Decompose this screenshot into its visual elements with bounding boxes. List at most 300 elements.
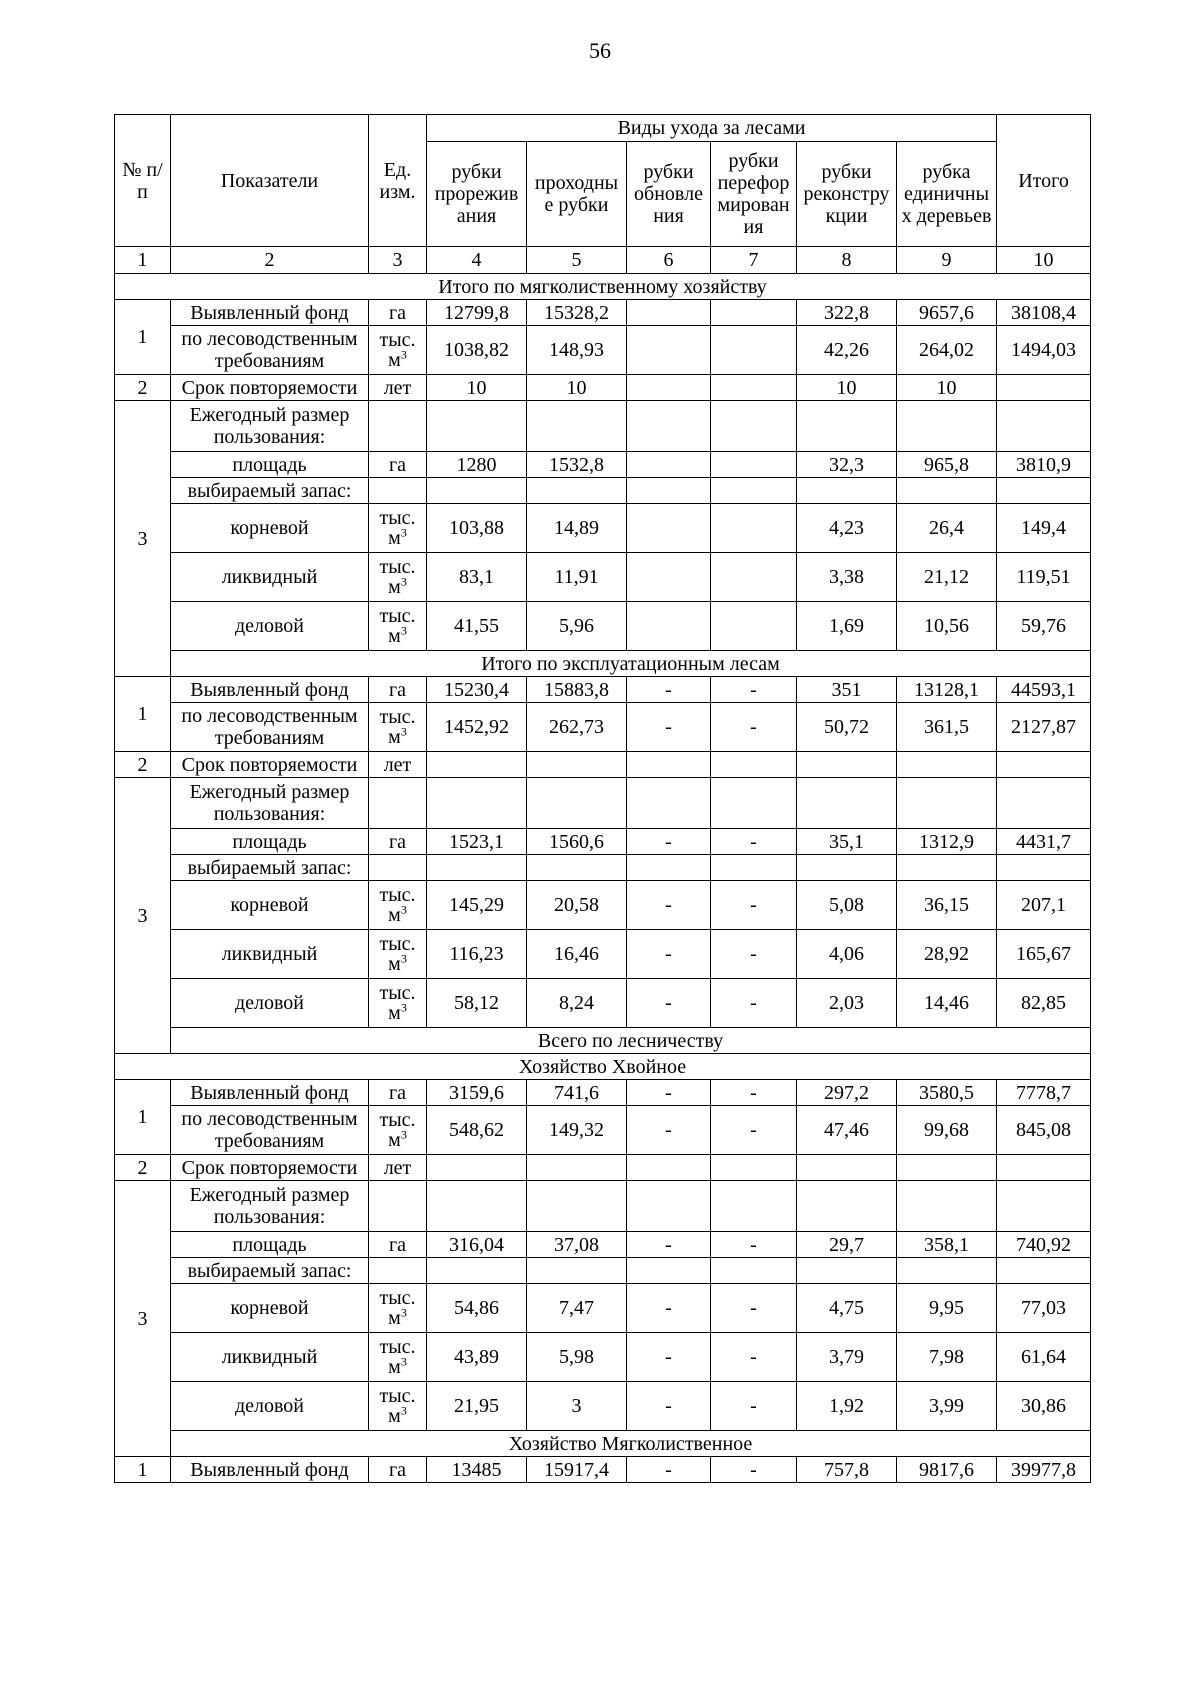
- label-fund-1: Выявленный фонд: [171, 1080, 369, 1106]
- empty-cell: [897, 1258, 997, 1284]
- value-cell: 1560,6: [527, 829, 627, 855]
- label-stock: выбираемый запас:: [171, 478, 369, 504]
- label-annual-2: пользования:: [213, 803, 326, 825]
- value-cell: 262,73: [527, 703, 627, 752]
- empty-cell: [897, 778, 997, 829]
- value-cell: -: [627, 1232, 711, 1258]
- value-cell: 35,1: [797, 829, 897, 855]
- empty-cell: [427, 1258, 527, 1284]
- unit-ths: тыс.: [379, 1384, 416, 1407]
- value-cell: 14,46: [897, 979, 997, 1028]
- value-cell: 30,86: [997, 1382, 1091, 1431]
- unit-ha: га: [369, 300, 427, 326]
- value-cell: 50,72: [797, 703, 897, 752]
- stock-row: [115, 855, 1091, 881]
- value-cell: 165,67: [997, 930, 1091, 979]
- value-cell: 5,08: [797, 881, 897, 930]
- area-row: [115, 1232, 1091, 1258]
- unit-ha: га: [369, 829, 427, 855]
- label-liquid: ликвидный: [171, 553, 369, 602]
- label-business: деловой: [171, 979, 369, 1028]
- value-cell: 10: [897, 375, 997, 401]
- value-cell: [627, 375, 711, 401]
- unit-ha: га: [369, 1457, 427, 1483]
- value-cell: 26,4: [897, 504, 997, 553]
- value-cell: -: [711, 881, 797, 930]
- value-cell: [897, 1155, 997, 1181]
- unit-m3: [379, 1337, 415, 1377]
- value-cell: 77,03: [997, 1284, 1091, 1333]
- empty-cell: [997, 1258, 1091, 1284]
- header-num: 5: [527, 247, 627, 274]
- value-cell: 54,86: [427, 1284, 527, 1333]
- fund-ha-row: [115, 677, 1091, 703]
- value-cell: 5,98: [527, 1333, 627, 1382]
- unit-cell: [369, 930, 427, 979]
- value-cell: -: [711, 1284, 797, 1333]
- unit-ths: тыс.: [379, 604, 416, 627]
- value-cell: 9817,6: [897, 1457, 997, 1483]
- value-cell: 740,92: [997, 1232, 1091, 1258]
- unit-m: м: [388, 526, 401, 549]
- value-cell: 1532,8: [527, 452, 627, 478]
- section-title-row: [115, 1028, 1091, 1054]
- header-num: 1: [115, 247, 171, 274]
- business-row: [115, 979, 1091, 1028]
- value-cell: -: [627, 1333, 711, 1382]
- empty-cell: [427, 478, 527, 504]
- header-type: проходны е рубки: [527, 142, 627, 247]
- section-title-row: [115, 1054, 1091, 1080]
- value-cell: -: [627, 881, 711, 930]
- value-cell: 15230,4: [427, 677, 527, 703]
- unit-m3: [379, 557, 415, 597]
- label-stock: выбираемый запас:: [171, 855, 369, 881]
- unit-cell: [369, 703, 427, 752]
- value-cell: -: [711, 1080, 797, 1106]
- value-cell: -: [627, 677, 711, 703]
- value-cell: 3,79: [797, 1333, 897, 1382]
- header-type: рубки реконстру кции: [797, 142, 897, 247]
- value-cell: [711, 602, 797, 651]
- label-annual-2: пользования:: [213, 1206, 326, 1228]
- header-num: 4: [427, 247, 527, 274]
- label-annual: [171, 401, 369, 452]
- value-cell: 58,12: [427, 979, 527, 1028]
- value-cell: 38108,4: [997, 300, 1091, 326]
- section-title: Всего по лесничеству: [171, 1028, 1091, 1054]
- value-cell: [711, 504, 797, 553]
- value-cell: 43,89: [427, 1333, 527, 1382]
- unit-m3: [379, 1386, 415, 1426]
- value-cell: 4,75: [797, 1284, 897, 1333]
- value-cell: [711, 452, 797, 478]
- label-fund-3-text: требованиям: [214, 1130, 325, 1152]
- area-row: [115, 829, 1091, 855]
- unit-ths: тыс.: [379, 1108, 416, 1131]
- value-cell: 15917,4: [527, 1457, 627, 1483]
- root-row: [115, 1284, 1091, 1333]
- value-cell: 741,6: [527, 1080, 627, 1106]
- value-cell: -: [711, 1106, 797, 1155]
- unit-exp: 3: [400, 524, 407, 539]
- unit-exp: 3: [400, 622, 407, 637]
- header-num: 8: [797, 247, 897, 274]
- value-cell: 1312,9: [897, 829, 997, 855]
- value-cell: -: [711, 1333, 797, 1382]
- unit-m: м: [388, 348, 401, 371]
- empty-cell: [897, 855, 997, 881]
- empty-cell: [997, 855, 1091, 881]
- root-row: [115, 504, 1091, 553]
- business-row: [115, 1382, 1091, 1431]
- empty-cell: [369, 1181, 427, 1232]
- unit-m: м: [388, 1306, 401, 1329]
- empty-cell: [369, 401, 427, 452]
- empty-cell: [797, 478, 897, 504]
- value-cell: -: [711, 930, 797, 979]
- value-cell: 36,15: [897, 881, 997, 930]
- empty-cell: [527, 478, 627, 504]
- value-cell: 10,56: [897, 602, 997, 651]
- unit-ths: тыс.: [379, 555, 416, 578]
- header-num: 9: [897, 247, 997, 274]
- empty-cell: [427, 778, 527, 829]
- empty-cell: [369, 1258, 427, 1284]
- value-cell: 3,99: [897, 1382, 997, 1431]
- label-fund-2: [171, 703, 369, 752]
- header-num: 2: [171, 247, 369, 274]
- unit-m3: [379, 983, 415, 1023]
- unit-ha: га: [369, 677, 427, 703]
- value-cell: 2,03: [797, 979, 897, 1028]
- unit-ths: тыс.: [379, 506, 416, 529]
- unit-exp: 3: [400, 573, 407, 588]
- value-cell: 322,8: [797, 300, 897, 326]
- value-cell: [627, 553, 711, 602]
- header-col-no: № п/п: [115, 115, 171, 247]
- unit-cell: [369, 1382, 427, 1431]
- label-area: площадь: [171, 452, 369, 478]
- liquid-row: [115, 1333, 1091, 1382]
- value-cell: 1,92: [797, 1382, 897, 1431]
- section-title-row: [115, 274, 1091, 300]
- row-number: 1: [115, 677, 171, 752]
- row-number: 3: [115, 401, 171, 677]
- value-cell: [997, 752, 1091, 778]
- value-cell: 4,06: [797, 930, 897, 979]
- value-cell: 149,4: [997, 504, 1091, 553]
- unit-exp: 3: [400, 1304, 407, 1319]
- value-cell: [627, 452, 711, 478]
- unit-cell: [369, 553, 427, 602]
- unit-m: м: [388, 1001, 401, 1024]
- value-cell: 351: [797, 677, 897, 703]
- value-cell: 15328,2: [527, 300, 627, 326]
- empty-cell: [997, 401, 1091, 452]
- label-period: Срок повторяемости: [171, 752, 369, 778]
- label-business: деловой: [171, 602, 369, 651]
- header-type: рубка единичны х деревьев: [897, 142, 997, 247]
- row-number: 2: [115, 752, 171, 778]
- value-cell: 99,68: [897, 1106, 997, 1155]
- label-fund-3-text: требованиям: [214, 350, 325, 372]
- label-fund-2: [171, 1106, 369, 1155]
- value-cell: 3,38: [797, 553, 897, 602]
- value-cell: 1523,1: [427, 829, 527, 855]
- unit-ha: га: [369, 1232, 427, 1258]
- label-business: деловой: [171, 1382, 369, 1431]
- page-number: 56: [589, 38, 611, 63]
- unit-cell: [369, 504, 427, 553]
- unit-m: м: [388, 575, 401, 598]
- label-fund-1: Выявленный фонд: [171, 1457, 369, 1483]
- unit-cell: [369, 979, 427, 1028]
- unit-ths: тыс.: [379, 981, 416, 1004]
- header-type: рубки обновле ния: [627, 142, 711, 247]
- label-fund-2-text: по лесоводственным: [181, 328, 358, 350]
- value-cell: -: [711, 677, 797, 703]
- header-row-numbers: [115, 247, 1091, 274]
- empty-cell: [527, 1258, 627, 1284]
- value-cell: 358,1: [897, 1232, 997, 1258]
- empty-cell: [897, 478, 997, 504]
- row-number: 3: [115, 1181, 171, 1457]
- header-group-title: Виды ухода за лесами: [427, 115, 997, 142]
- value-cell: 145,29: [427, 881, 527, 930]
- value-cell: 20,58: [527, 881, 627, 930]
- value-cell: 82,85: [997, 979, 1091, 1028]
- unit-exp: 3: [400, 999, 407, 1014]
- value-cell: [527, 1155, 627, 1181]
- annual-row: [115, 778, 1091, 829]
- period-row: [115, 375, 1091, 401]
- empty-cell: [711, 1181, 797, 1232]
- row-number: 2: [115, 1155, 171, 1181]
- unit-ha: га: [369, 452, 427, 478]
- unit-m: м: [388, 725, 401, 748]
- unit-ths: тыс.: [379, 1286, 416, 1309]
- empty-cell: [997, 1181, 1091, 1232]
- label-area: площадь: [171, 829, 369, 855]
- value-cell: [711, 375, 797, 401]
- empty-cell: [627, 1258, 711, 1284]
- value-cell: [627, 1155, 711, 1181]
- value-cell: 41,55: [427, 602, 527, 651]
- label-fund-1: Выявленный фонд: [171, 300, 369, 326]
- value-cell: [427, 752, 527, 778]
- label-period: Срок повторяемости: [171, 1155, 369, 1181]
- empty-cell: [527, 778, 627, 829]
- header-num: 10: [997, 247, 1091, 274]
- unit-m: м: [388, 1404, 401, 1427]
- unit-ths: тыс.: [379, 328, 416, 351]
- unit-m3: [379, 508, 415, 548]
- unit-m3: [379, 1110, 415, 1150]
- empty-cell: [627, 1181, 711, 1232]
- value-cell: [427, 1155, 527, 1181]
- empty-cell: [427, 401, 527, 452]
- value-cell: 1,69: [797, 602, 897, 651]
- value-cell: -: [627, 930, 711, 979]
- header-col-indicators: Показатели: [171, 115, 369, 247]
- row-number: 1: [115, 1080, 171, 1155]
- label-annual-1: Ежегодный размер: [189, 781, 350, 803]
- unit-cell: [369, 602, 427, 651]
- section-title: Итого по эксплуатационным лесам: [171, 651, 1091, 677]
- label-fund-3-text: требованиям: [214, 727, 325, 749]
- label-stock: выбираемый запас:: [171, 1258, 369, 1284]
- value-cell: [897, 752, 997, 778]
- empty-cell: [711, 778, 797, 829]
- unit-ths: тыс.: [379, 883, 416, 906]
- value-cell: 5,96: [527, 602, 627, 651]
- value-cell: 10: [427, 375, 527, 401]
- value-cell: 103,88: [427, 504, 527, 553]
- value-cell: 9,95: [897, 1284, 997, 1333]
- unit-cell: [369, 1106, 427, 1155]
- value-cell: 9657,6: [897, 300, 997, 326]
- empty-cell: [427, 855, 527, 881]
- value-cell: [527, 752, 627, 778]
- annual-row: [115, 401, 1091, 452]
- label-fund-2-text: по лесоводственным: [181, 1108, 358, 1130]
- liquid-row: [115, 553, 1091, 602]
- label-annual-2: пользования:: [213, 426, 326, 448]
- value-cell: 148,93: [527, 326, 627, 375]
- unit-m: м: [388, 624, 401, 647]
- label-area: площадь: [171, 1232, 369, 1258]
- value-cell: 10: [797, 375, 897, 401]
- fund-m3-row: [115, 1106, 1091, 1155]
- value-cell: 21,95: [427, 1382, 527, 1431]
- value-cell: 548,62: [427, 1106, 527, 1155]
- label-period: Срок повторяемости: [171, 375, 369, 401]
- value-cell: 44593,1: [997, 677, 1091, 703]
- unit-m3: [379, 1288, 415, 1328]
- empty-cell: [527, 1181, 627, 1232]
- section-title: Хозяйство Мягколиственное: [171, 1431, 1091, 1457]
- value-cell: 207,1: [997, 881, 1091, 930]
- header-row-top: [115, 115, 1091, 142]
- liquid-row: [115, 930, 1091, 979]
- value-cell: 28,92: [897, 930, 997, 979]
- value-cell: 3810,9: [997, 452, 1091, 478]
- empty-cell: [711, 478, 797, 504]
- unit-exp: 3: [400, 1402, 407, 1417]
- fund-ha-row: [115, 1080, 1091, 1106]
- label-root: корневой: [171, 504, 369, 553]
- value-cell: [627, 504, 711, 553]
- value-cell: 4,23: [797, 504, 897, 553]
- value-cell: -: [627, 829, 711, 855]
- section-title-row: [115, 1431, 1091, 1457]
- value-cell: [627, 602, 711, 651]
- value-cell: -: [627, 1080, 711, 1106]
- empty-cell: [527, 855, 627, 881]
- unit-exp: 3: [400, 346, 407, 361]
- value-cell: 845,08: [997, 1106, 1091, 1155]
- unit-exp: 3: [400, 1353, 407, 1368]
- label-root: корневой: [171, 1284, 369, 1333]
- empty-cell: [797, 401, 897, 452]
- value-cell: 59,76: [997, 602, 1091, 651]
- unit-years: лет: [369, 752, 427, 778]
- value-cell: 11,91: [527, 553, 627, 602]
- value-cell: 1038,82: [427, 326, 527, 375]
- value-cell: -: [711, 703, 797, 752]
- header-num: 6: [627, 247, 711, 274]
- value-cell: -: [627, 979, 711, 1028]
- root-row: [115, 881, 1091, 930]
- stock-row: [115, 478, 1091, 504]
- header-col-unit: Ед. изм.: [369, 115, 427, 247]
- value-cell: 37,08: [527, 1232, 627, 1258]
- unit-exp: 3: [400, 950, 407, 965]
- label-fund-1: Выявленный фонд: [171, 677, 369, 703]
- value-cell: [997, 1155, 1091, 1181]
- empty-cell: [997, 478, 1091, 504]
- unit-m3: [379, 606, 415, 646]
- unit-years: лет: [369, 1155, 427, 1181]
- value-cell: 116,23: [427, 930, 527, 979]
- unit-m: м: [388, 1128, 401, 1151]
- label-annual: [171, 778, 369, 829]
- empty-cell: [997, 778, 1091, 829]
- header-num: 7: [711, 247, 797, 274]
- value-cell: -: [711, 829, 797, 855]
- section-title-row: [115, 651, 1091, 677]
- unit-m3: [379, 707, 415, 747]
- value-cell: 47,46: [797, 1106, 897, 1155]
- value-cell: [797, 752, 897, 778]
- empty-cell: [369, 855, 427, 881]
- value-cell: 42,26: [797, 326, 897, 375]
- label-annual-1: Ежегодный размер: [189, 404, 350, 426]
- value-cell: 10: [527, 375, 627, 401]
- value-cell: 8,24: [527, 979, 627, 1028]
- empty-cell: [797, 1258, 897, 1284]
- value-cell: 3580,5: [897, 1080, 997, 1106]
- value-cell: 264,02: [897, 326, 997, 375]
- unit-m3: [379, 934, 415, 974]
- row-number: 3: [115, 778, 171, 1054]
- value-cell: 12799,8: [427, 300, 527, 326]
- value-cell: -: [711, 979, 797, 1028]
- unit-cell: [369, 326, 427, 375]
- value-cell: [627, 326, 711, 375]
- value-cell: 16,46: [527, 930, 627, 979]
- value-cell: -: [627, 703, 711, 752]
- value-cell: 14,89: [527, 504, 627, 553]
- empty-cell: [797, 1181, 897, 1232]
- label-annual-1: Ежегодный размер: [189, 1184, 350, 1206]
- value-cell: 32,3: [797, 452, 897, 478]
- empty-cell: [797, 855, 897, 881]
- empty-cell: [797, 778, 897, 829]
- value-cell: 1452,92: [427, 703, 527, 752]
- fund-ha-row: [115, 300, 1091, 326]
- label-annual: [171, 1181, 369, 1232]
- empty-cell: [627, 478, 711, 504]
- label-root: корневой: [171, 881, 369, 930]
- value-cell: 21,12: [897, 553, 997, 602]
- value-cell: -: [711, 1232, 797, 1258]
- fund-m3-row: [115, 703, 1091, 752]
- empty-cell: [627, 855, 711, 881]
- value-cell: [711, 1155, 797, 1181]
- unit-cell: [369, 1284, 427, 1333]
